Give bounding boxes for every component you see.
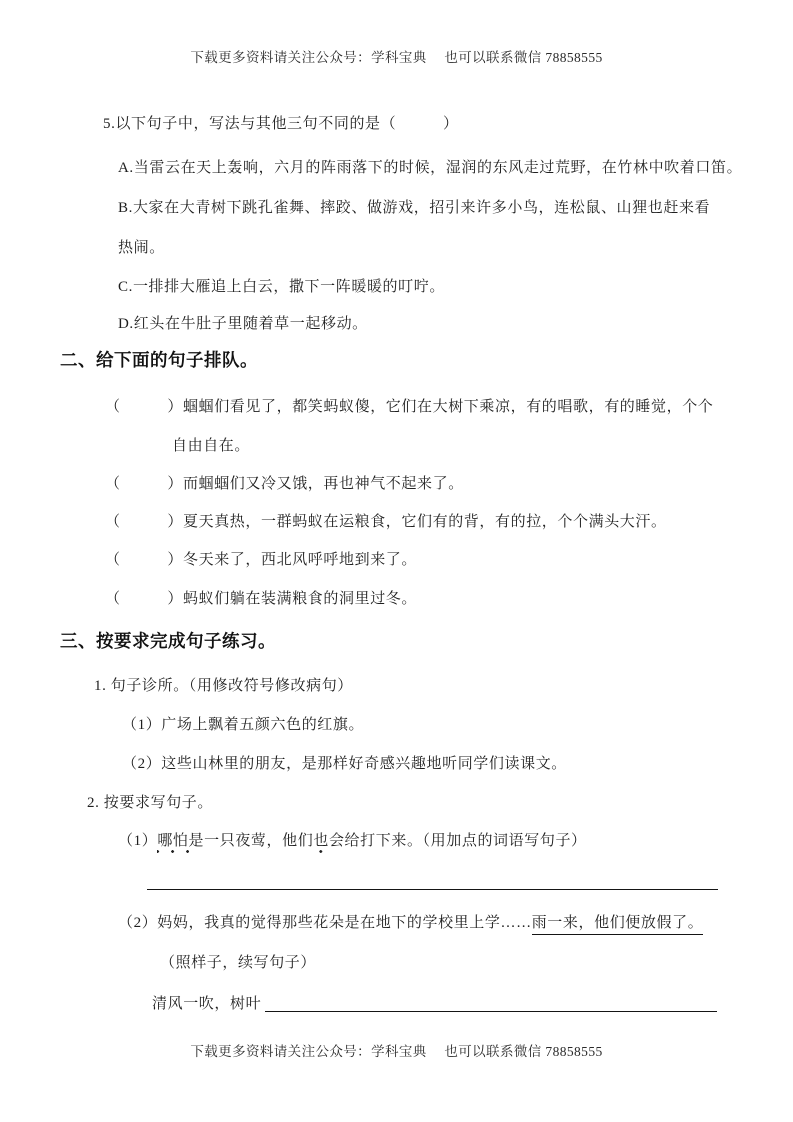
section2-heading: 二、给下面的句子排队。	[60, 350, 258, 370]
question5-option-a: A.当雷云在天上轰响，六月的阵雨落下的时候，湿润的东风走过荒野，在竹林中吹着口笛。	[118, 160, 743, 176]
plain-text: 会给打下来。（用加点的词语写句子）	[328, 833, 587, 849]
section3-task2-item2	[118, 913, 703, 934]
section2-item1-line1: （ ）蝈蝈们看见了，都笑蚂蚁傻，它们在大树下乘凉，有的唱歌，有的睡觉，个个	[105, 399, 714, 415]
question5-option-b-line1: B.大家在大青树下跳孔雀舞、摔跤、做游戏，招引来许多小鸟，连松鼠、山狸也赶来看	[118, 200, 711, 216]
section2-item4: （ ）冬天来了，西北风呼呼地到来了。	[105, 552, 418, 568]
section2-item2: （ ）而蝈蝈们又冷又饿，再也神气不起来了。	[105, 476, 464, 492]
question5-option-c: C.一排排大雁追上白云，撒下一阵暖暖的叮咛。	[118, 279, 445, 295]
answer-line	[265, 1011, 717, 1012]
question5-option-b-line2: 热闹。	[118, 240, 165, 256]
section3-task1: 1. 句子诊所。（用修改符号修改病句）	[94, 678, 353, 694]
section3-task2-item2-prompt: 清风一吹，树叶	[152, 996, 262, 1012]
header-note: 下载更多资料请关注公众号：学科宝典 也可以联系微信 78858555	[190, 50, 603, 65]
dotted-emphasis-text: 也	[313, 833, 329, 854]
plain-text: （1）	[118, 833, 158, 849]
section2-item5: （ ）蚂蚁们躺在装满粮食的洞里过冬。	[105, 591, 418, 607]
section2-item1-line2: 自由自在。	[172, 438, 251, 454]
section3-task1-item1: （1）广场上飘着五颜六色的红旗。	[122, 717, 365, 733]
underlined-text: 雨一来，他们便放假了。	[532, 915, 704, 935]
section3-task1-item2: （2）这些山林里的朋友，是那样好奇感兴趣地听同学们读课文。	[122, 756, 567, 772]
plain-text: 是一只夜莺，他们	[188, 833, 314, 849]
question5-stem: 5.以下句子中，写法与其他三句不同的是（ ）	[103, 116, 459, 132]
section2-item3: （ ）夏天真热，一群蚂蚁在运粮食，它们有的背，有的拉，个个满头大汗。	[105, 514, 667, 530]
question5-option-d: D.红头在牛肚子里随着草一起移动。	[118, 316, 368, 332]
plain-text: （2）妈妈，我真的觉得那些花朵是在地下的学校里上学……	[118, 915, 532, 931]
section3-heading: 三、按要求完成句子练习。	[60, 631, 276, 651]
answer-line	[147, 889, 718, 890]
section3-task2-item2-hint: （照样子，续写句子）	[160, 955, 317, 971]
section3-task2: 2. 按要求写句子。	[87, 795, 214, 811]
section3-task2-item1	[118, 831, 587, 852]
footer-note: 下载更多资料请关注公众号：学科宝典 也可以联系微信 78858555	[190, 1044, 603, 1059]
dotted-emphasis-text: 哪怕	[157, 833, 188, 854]
